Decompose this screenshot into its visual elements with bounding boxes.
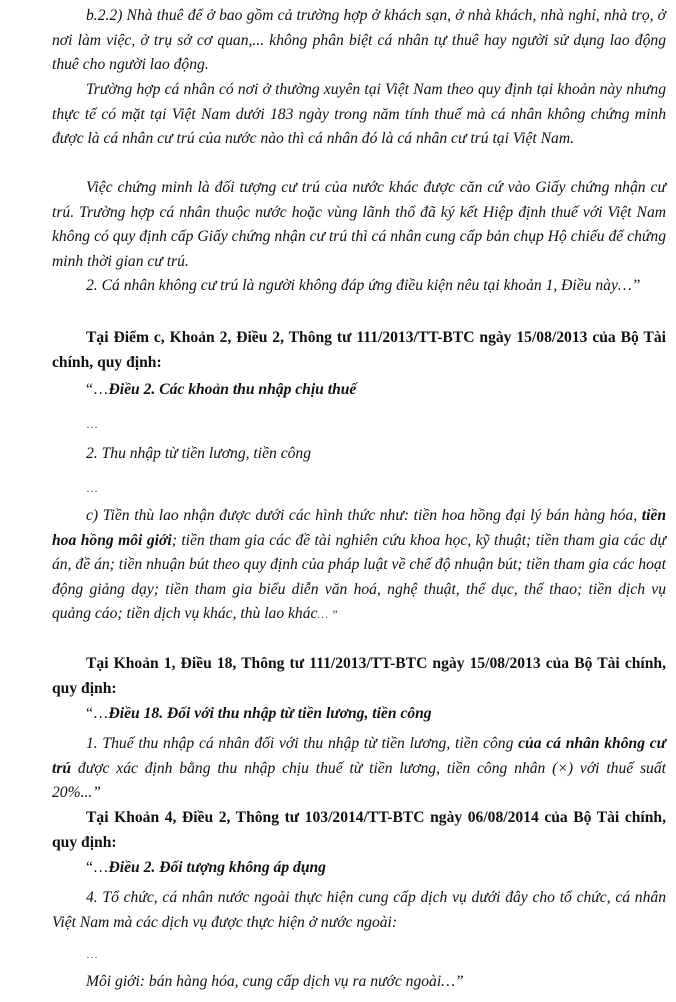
remuneration-end: … ” — [317, 607, 338, 622]
paragraph-residence-proof — [52, 176, 666, 274]
paragraph-remuneration — [52, 504, 666, 627]
citation-circular-111-art18-text: Tại Khoản 1, Điều 18, Thông tư 111/2013/TT-BTC ngày 15/08/2013 của Bộ Tài chính, quy định: — [52, 655, 666, 697]
paragraph-foreign-providers-text: 4. Tổ chức, cá nhân nước ngoài thực hiện cung cấp dịch vụ dưới đây cho tổ chức, cá nhân Việt Nam mà các dịch vụ được thực hiện ở nước ngoài: — [52, 889, 666, 931]
ellipsis-1 — [86, 412, 666, 437]
paragraph-resident-case-text: Trường hợp cá nhân có nơi ở thường xuyên tại Việt Nam theo quy định tại khoản này nhưng thực tế có mặt tại Việt Nam dưới 183 ngày trong năm tính thuế mà cá nhân không chứng minh được là cá nhân cư trú của nước nào thì cá nhân đó là cá nhân cư trú tại Việt Nam. — [52, 81, 666, 148]
ellipsis-3-text: … — [86, 947, 98, 961]
paragraph-pit-non-resident — [52, 732, 666, 806]
ellipsis-1-text: … — [86, 417, 98, 431]
paragraph-non-resident-text: 2. Cá nhân không cư trú là người không đáp ứng điều kiện nêu tại khoản 1, Điều này…” — [86, 277, 641, 294]
citation-circular-103-text: Tại Khoản 4, Điều 2, Thông tư 103/2014/TT-BTC ngày 06/08/2014 của Bộ Tài chính, quy định: — [52, 809, 666, 851]
quote-heading-article-18 — [86, 702, 666, 727]
ellipsis-3 — [86, 942, 666, 967]
article-18-title: Điều 18. Đối với thu nhập từ tiền lương, tiền công — [108, 705, 432, 722]
remuneration-text-a: c) Tiền thù lao nhận được dưới các hình thức như: tiền hoa hồng đại lý bán hàng hóa, — [86, 507, 642, 524]
pit-bold-non-resident: của cá nhân không cư trú — [52, 735, 666, 777]
paragraph-b22-text: b.2.2) Nhà thuê để ở bao gồm cả trường hợp ở khách sạn, ở nhà khách, nhà nghỉ, nhà trọ, ở nơi làm việc, ở trụ sở cơ quan,... không phân biệt cá nhân tự thuê hay người sử dụng lao động thuê cho người lao động. — [52, 7, 666, 74]
citation-circular-111-art2-text: Tại Điểm c, Khoản 2, Điều 2, Thông tư 111/2013/TT-BTC ngày 15/08/2013 của Bộ Tài chính, quy định: — [52, 329, 666, 371]
quote-heading-article-2 — [86, 378, 666, 403]
ellipsis-2-text: … — [86, 481, 98, 495]
paragraph-salary-income-text: 2. Thu nhập từ tiền lương, tiền công — [86, 445, 312, 462]
citation-circular-111-art2 — [52, 326, 666, 375]
citation-circular-103 — [52, 806, 666, 855]
citation-circular-111-art18 — [52, 652, 666, 701]
pit-text-a: 1. Thuế thu nhập cá nhân đối với thu nhập từ tiền lương, tiền công — [86, 735, 519, 752]
paragraph-non-resident — [52, 274, 666, 299]
article-2-title: Điều 2. Các khoản thu nhập chịu thuế — [108, 381, 357, 398]
ellipsis-2 — [86, 476, 666, 501]
paragraph-resident-case — [52, 78, 666, 152]
paragraph-brokerage-abroad-text: Môi giới: bán hàng hóa, cung cấp dịch vụ ra nước ngoài…” — [86, 973, 464, 990]
paragraph-brokerage-abroad — [86, 970, 666, 995]
paragraph-residence-proof-text: Việc chứng minh là đối tượng cư trú của nước khác được căn cứ vào Giấy chứng nhận cư trú. Trường hợp cá nhân thuộc nước hoặc vùng lãnh thổ đã ký kết Hiệp định thuế với Việt Nam không có quy định cấp Giấy chứng nhận cư trú thì cá nhân cung cấp bản chụp Hộ chiếu để chứng minh thời gian cư trú. — [52, 179, 666, 270]
quote-open-2: “… — [86, 705, 109, 722]
quote-heading-article-2-nonapplicable — [86, 856, 666, 881]
quote-open-3: “… — [86, 859, 109, 876]
paragraph-salary-income — [86, 442, 666, 467]
paragraph-b22 — [52, 4, 666, 78]
quote-open: “… — [86, 381, 109, 398]
article-2-nonapplicable-title: Điều 2. Đối tượng không áp dụng — [108, 859, 326, 876]
pit-text-b: được xác định bằng thu nhập chịu thuế từ tiền lương, tiền công nhân (×) với thuế suất 20%...” — [52, 759, 666, 802]
remuneration-text-b: ; tiền tham gia các đề tài nghiên cứu khoa học, kỹ thuật; tiền tham gia các dự án, đề án; tiền nhuận bút theo quy định của pháp luật về chế độ nhuận bút; tiền tham gia các hoạt động giảng dạy; tiền tham gia biểu diễn văn hoá, nghệ thuật, thể dục, thể thao; tiền dịch vụ quảng cáo; tiền dịch vụ khác, thù lao khác — [52, 531, 666, 623]
paragraph-foreign-providers — [52, 886, 666, 935]
remuneration-bold-brokerage: tiền hoa hồng môi giới — [52, 507, 666, 549]
